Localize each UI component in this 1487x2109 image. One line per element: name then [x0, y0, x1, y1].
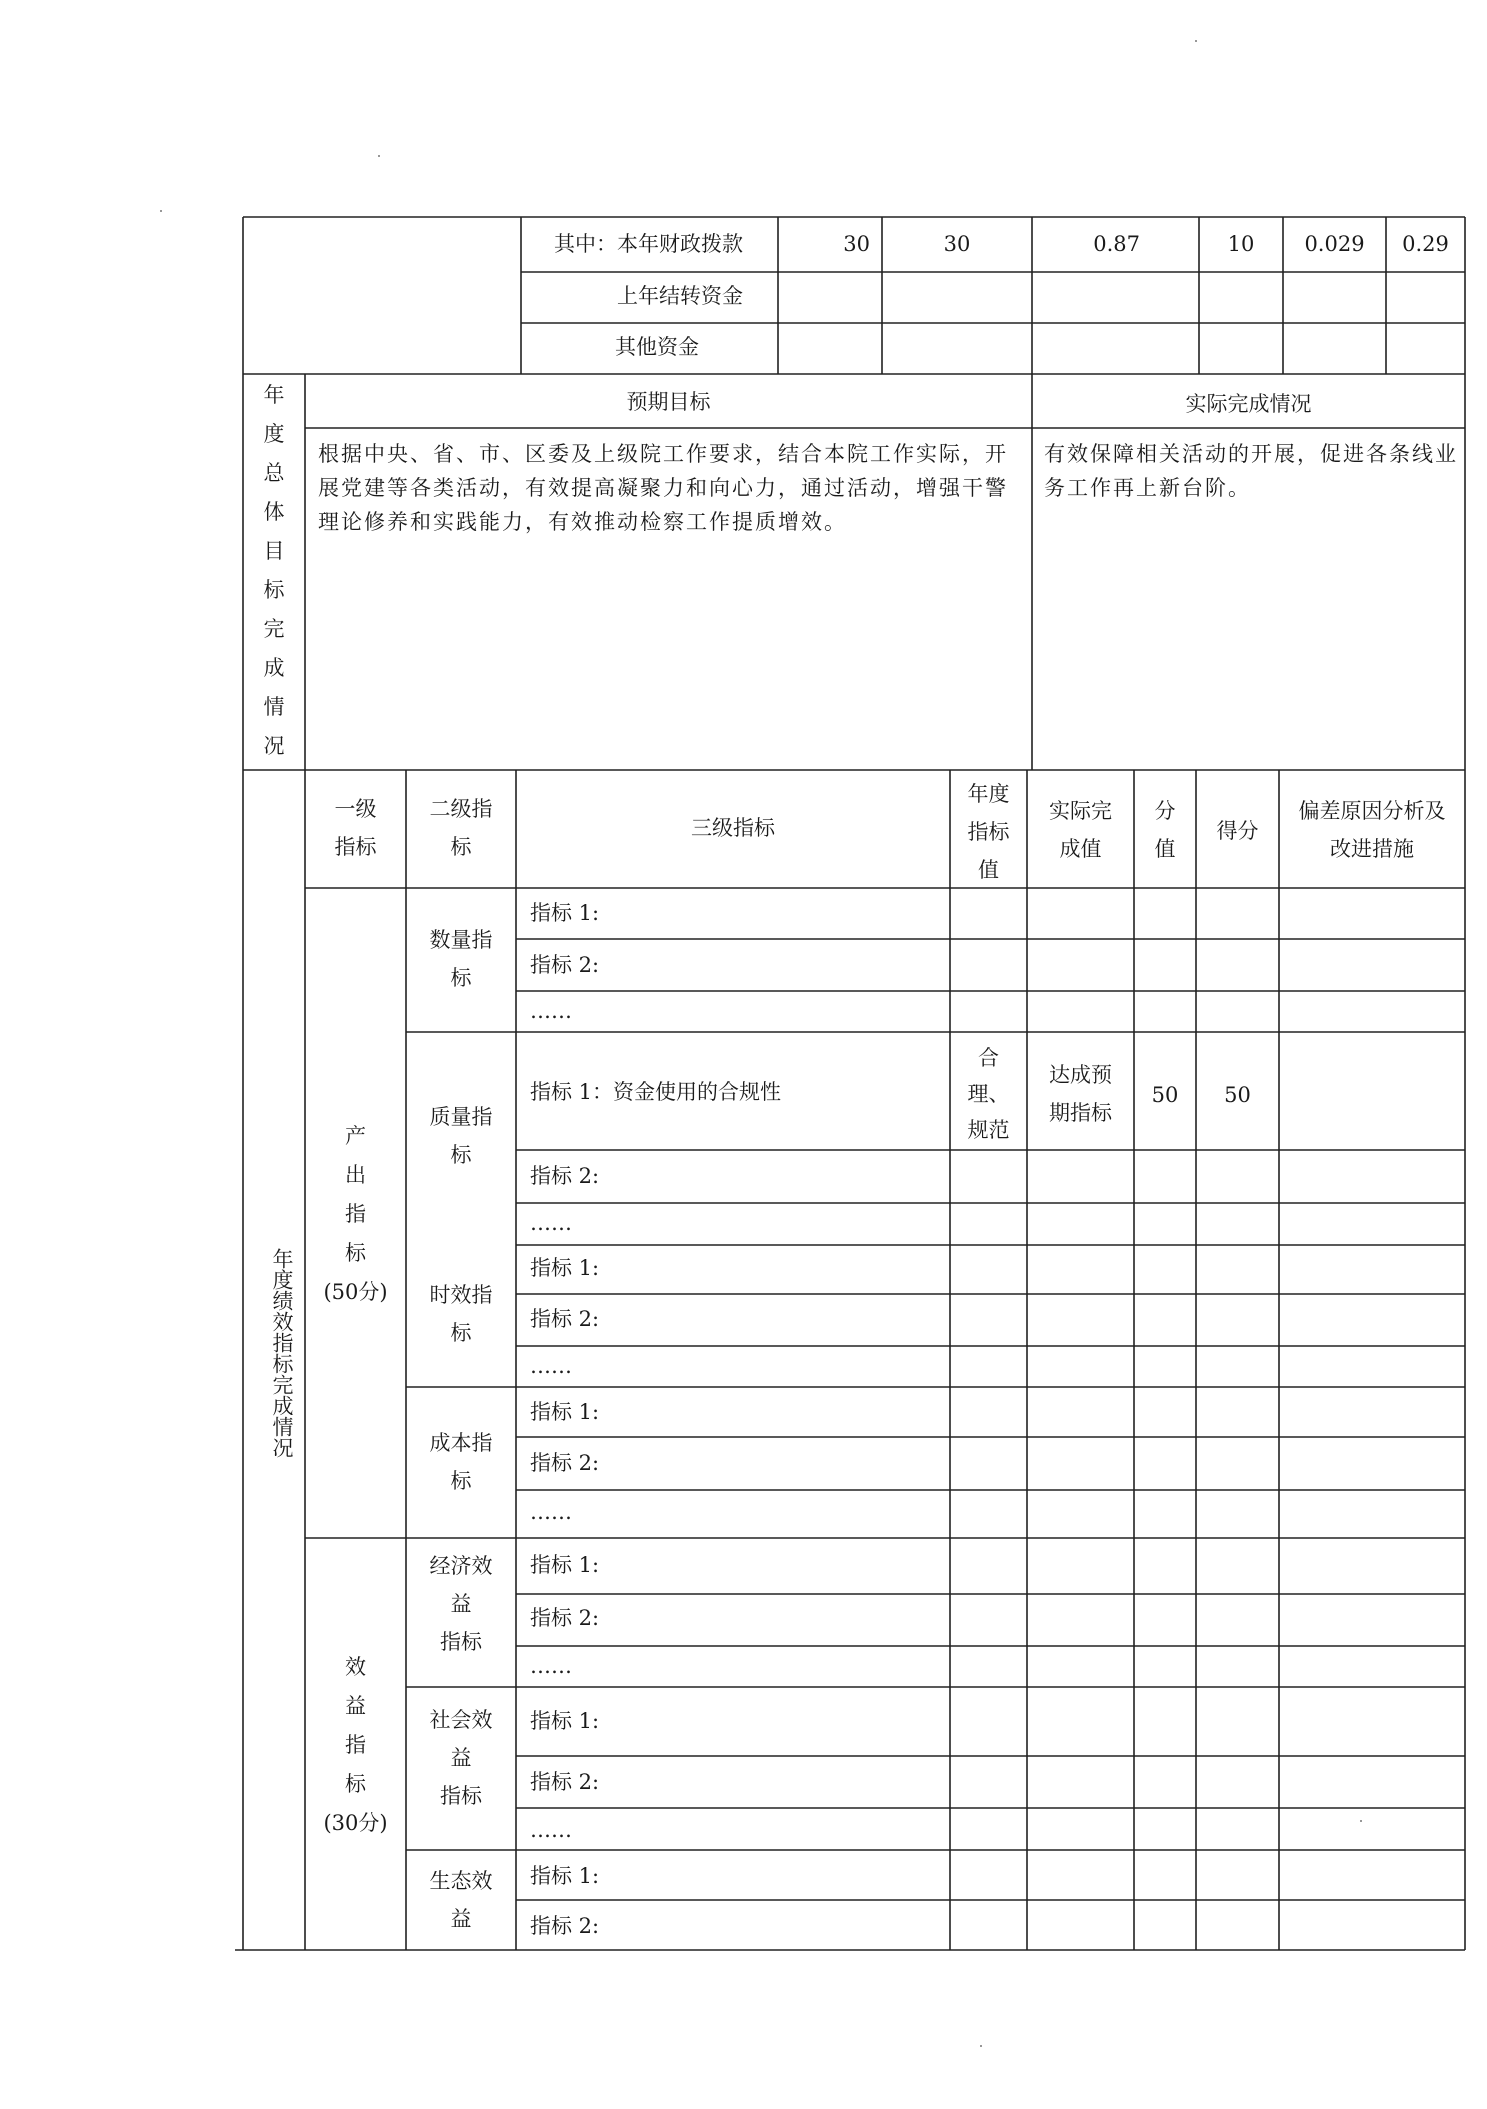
social-item-1: 指标 1: — [530, 1709, 600, 1733]
funding-label-current: 其中：本年财政拨款 — [554, 232, 743, 256]
header-deviation: 偏差原因分析及 改进措施 — [1298, 799, 1446, 861]
benefit-indicator-label: 效 益 指 标 (30分) — [323, 1655, 388, 1835]
cost-item-2: 指标 2: — [530, 1451, 600, 1475]
economic-indicator-label: 经济效 益 指标 — [429, 1554, 493, 1654]
quality-item-1-score: 50 — [1224, 1083, 1251, 1107]
social-item-more: …… — [530, 1818, 572, 1842]
funding-adjusted-current: 30 — [943, 232, 971, 256]
quality-item-1: 指标 1：资金使用的合规性 — [530, 1080, 782, 1104]
timeliness-indicator-label: 时效指 标 — [429, 1283, 493, 1345]
output-indicator-label: 产 出 指 标 (50分) — [323, 1124, 388, 1304]
quantity-item-more: …… — [530, 999, 572, 1023]
quality-item-1-target: 合 理、 规范 — [967, 1046, 1010, 1142]
timeliness-item-2: 指标 2: — [530, 1307, 600, 1331]
cost-item-1: 指标 1: — [530, 1400, 600, 1424]
economic-item-more: …… — [530, 1654, 572, 1678]
goals-side-label: 年 度 总 体 目 标 完 成 情 况 — [263, 383, 285, 758]
funding-label-other: 其他资金 — [615, 335, 699, 359]
economic-item-2: 指标 2: — [530, 1606, 600, 1630]
funding-executed-current: 0.87 — [1093, 232, 1140, 256]
timeliness-item-1: 指标 1: — [530, 1256, 600, 1280]
header-score: 得分 — [1216, 819, 1259, 843]
indicators-side-label: 年度绩效指标完成情况 — [270, 1248, 294, 1458]
ecological-indicator-label: 生态效 益 — [429, 1869, 493, 1931]
scan-speck — [378, 155, 380, 157]
funding-score-value-current: 10 — [1227, 232, 1255, 256]
cost-indicator-label: 成本指 标 — [429, 1431, 493, 1493]
social-indicator-label: 社会效 益 指标 — [429, 1708, 493, 1808]
quality-item-1-points: 50 — [1151, 1083, 1179, 1107]
scan-speck — [1360, 1820, 1362, 1822]
timeliness-item-more: …… — [530, 1354, 572, 1378]
funding-score-current: 0.29 — [1402, 232, 1449, 256]
ecological-item-2: 指标 2: — [530, 1914, 600, 1938]
scan-speck — [1195, 40, 1197, 42]
actual-completion-text: 有效保障相关活动的开展，促进各条线业务工作再上新台阶。 — [1044, 442, 1458, 500]
funding-budget-current: 30 — [843, 232, 870, 256]
funding-label-carryover: 上年结转资金 — [617, 284, 743, 308]
scan-speck — [980, 2045, 982, 2047]
scan-speck — [160, 210, 162, 212]
quality-item-more: …… — [530, 1211, 572, 1235]
economic-item-1: 指标 1: — [530, 1553, 600, 1577]
funding-rate-current: 0.029 — [1304, 232, 1365, 256]
actual-completion-header: 实际完成情况 — [1185, 392, 1312, 416]
quantity-item-1: 指标 1: — [530, 901, 600, 925]
quality-item-1-actual: 达成预 期指标 — [1049, 1063, 1112, 1125]
header-points: 分 值 — [1154, 799, 1176, 861]
quantity-item-2: 指标 2: — [530, 953, 600, 977]
expected-goal-header: 预期目标 — [626, 390, 711, 414]
header-actual-value: 实际完 成值 — [1049, 799, 1112, 861]
social-item-2: 指标 2: — [530, 1770, 600, 1794]
expected-goal-text: 根据中央、省、市、区委及上级院工作要求，结合本院工作实际，开展党建等各类活动，有效提高凝聚力和向心力，通过活动，增强干警理论修养和实践能力，有效推动检察工作提质增效。 — [318, 442, 1008, 534]
header-level1: 一级 指标 — [334, 797, 377, 859]
quantity-indicator-label: 数量指 标 — [429, 928, 493, 990]
header-annual-value: 年度 指标 值 — [967, 782, 1010, 882]
ecological-item-1: 指标 1: — [530, 1864, 600, 1888]
header-level3: 三级指标 — [691, 816, 775, 840]
quality-item-2: 指标 2: — [530, 1164, 600, 1188]
cost-item-more: …… — [530, 1500, 572, 1524]
quality-indicator-label: 质量指 标 — [429, 1105, 493, 1167]
header-level2: 二级指 标 — [429, 797, 493, 859]
